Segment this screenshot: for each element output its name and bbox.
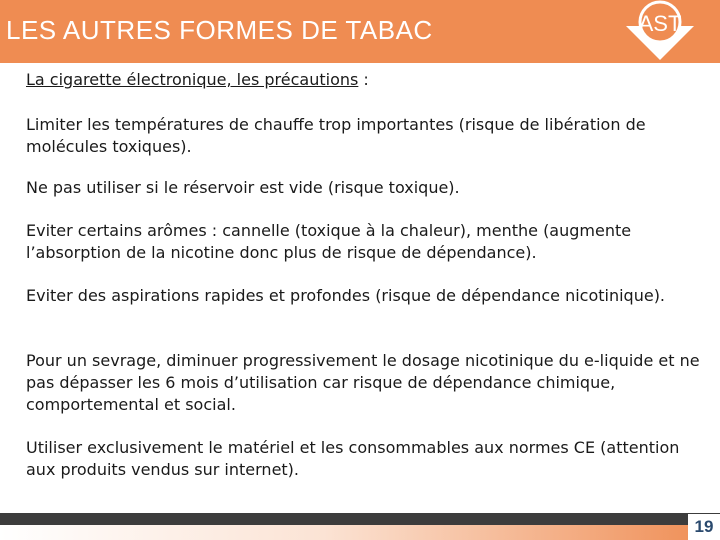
ast-logo [618, 0, 702, 60]
footer-gradient [0, 525, 720, 540]
header-bar [0, 0, 720, 63]
section-subtitle [26, 70, 369, 90]
subtitle-colon: : [358, 70, 369, 89]
paragraph-aromas: Eviter certains arômes : cannelle (toxique à la chaleur), menthe (augmente l’absorption de la nicotine donc plus de risque de dépendance). [26, 221, 632, 262]
subtitle-text: La cigarette électronique, les précautions [26, 70, 359, 89]
paragraph-materiel: Utiliser exclusivement le matériel et les consommables aux normes CE (attention aux produits vendus sur internet). [26, 438, 680, 479]
paragraph-sevrage: Pour un sevrage, diminuer progressivement le dosage nicotinique du e-liquide et ne pas dépasser les 6 mois d’utilisation car risque de dépendance chimique, comportemental et social. [26, 351, 700, 414]
svg-text:AST: AST [638, 11, 682, 36]
paragraph-aspirations: Eviter des aspirations rapides et profondes (risque de dépendance nicotinique). [26, 286, 666, 305]
slide-title: LES AUTRES FORMES DE TABAC [6, 15, 433, 45]
footer-dark-bar [0, 513, 720, 525]
paragraph-reservoir: Ne pas utiliser si le réservoir est vide (risque toxique). [26, 178, 460, 197]
page-number: 19 [694, 517, 714, 536]
paragraph-temperature: Limiter les températures de chauffe trop importantes (risque de libération de molécules toxiques). [26, 115, 646, 156]
